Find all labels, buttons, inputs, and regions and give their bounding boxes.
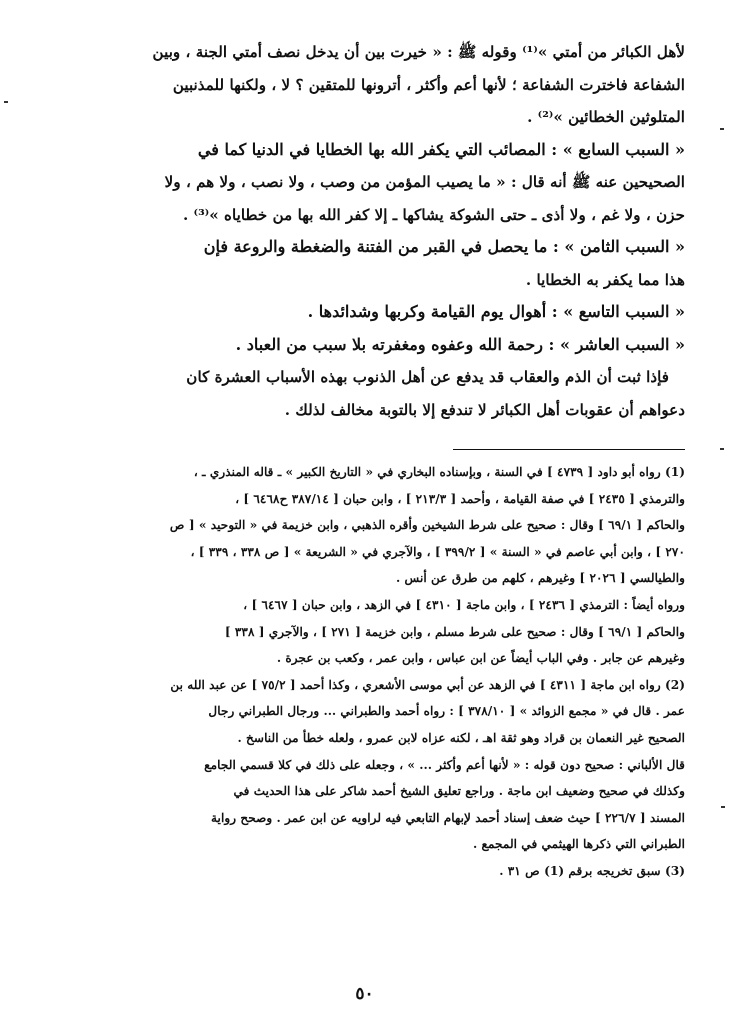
footnote-line: المسند [ ٢٢٦/٧ ] حيث ضعف إسناد أحمد لإبهام التابعي فيه لراويه عن ابن عمر . وصحح رواية (211, 810, 685, 825)
margin-mark (4, 101, 8, 103)
main-line: حزن ، ولا غم ، ولا أذى ـ حتى الشوكة يشاكها ـ إلا كفر الله بها من خطاياه »⁽³⁾ . (182, 205, 685, 224)
footnote-line: (3) سبق تخريجه برقم (1) ص ٣١ . (499, 863, 685, 878)
footnote-line: (1) رواه أبو داود [ ٤٧٣٩ ] في السنة ، وبإسناده البخاري في « التاريخ الكبير » ـ قاله المنذري ـ ، (193, 465, 685, 479)
margin-mark (721, 806, 725, 808)
main-line: فإذا ثبت أن الذم والعقاب قد يدفع عن أهل الذنوب بهذه الأسباب العشرة كان (186, 368, 669, 386)
footnote-line: عمر . قال في « مجمع الزوائد » [ ٣٧٨/١٠ ] : رواه أحمد والطبراني ... ورجال الطبراني رجال (208, 704, 685, 719)
footnote-line: ٢٧٠ ] ، وابن أبي عاصم في « السنة » [ ٣٩٩/٢ ] ، والآجري في « الشريعة » [ ص ٣٣٨ ، ٣٣٩ ] ، (190, 544, 685, 559)
main-line: المتلوثين الخطائين »⁽²⁾ . (527, 108, 685, 126)
footnote-line: والحاكم [ ٦٩/١ ] وقال : صحيح على شرط مسلم ، وابن خزيمة [ ٢٧١ ] ، والآجري [ ٣٣٨ ] (224, 624, 685, 639)
cause-nine-line: « السبب التاسع » : أهوال يوم القيامة وكربها وشدائدها . (307, 302, 685, 321)
page-content (42, 36, 685, 1036)
cause-ten-line: « السبب العاشر » : رحمة الله وعفوه ومغفرته بلا سبب من العباد . (235, 334, 685, 354)
main-line: الصحيحين عنه ﷺ أنه قال : « ما يصيب المؤمن من وصب ، ولا نصب ، ولا هم ، ولا (164, 173, 685, 191)
footnote-line: قال الألباني : صحيح دون قوله : « لأنها أعم وأكثر ... » ، وجعله على ذلك في كلا قسمي الجامع (204, 757, 685, 772)
footnote-line: وغيرهم عن جابر . وفي الباب أيضاً عن ابن عباس ، وابن عمر ، وكعب بن عجرة . (276, 651, 685, 666)
footnote-line: الصحيح غير النعمان بن قراد وهو ثقة اهـ ، لكنه عزاه لابن عمرو ، ولعله خطأ من الناسخ . (237, 730, 685, 745)
main-text (42, 36, 685, 426)
footnote-line: الطبراني التي ذكرها الهيثمي في المجمع . (473, 837, 685, 852)
main-line: الشفاعة فاخترت الشفاعة ؛ لأنها أعم وأكثر ، أترونها للمتقين ؟ لا ، ولكنها للمذنبين (172, 75, 685, 94)
footnote-separator (453, 449, 685, 450)
footnote-line: والحاكم [ ٦٩/١ ] وقال : صحيح على شرط الشيخين وأقره الذهبي ، وابن خزيمة في « التوحيد » [ ص (169, 518, 685, 533)
cause-seven-line: « السبب السابع » : المصائب التي يكفر الله بها الخطايا في الدنيا كما في (197, 139, 685, 159)
footnote-line: (2) رواه ابن ماجة [ ٤٣١١ ] في الزهد عن أبي موسى الأشعري ، وكذا أحمد [ ٧٥/٢ ] عن عبد الله بن (170, 677, 685, 692)
footnote-line: ورواه أيضاً : الترمذي [ ٢٤٣٦ ] ، وابن ماجة [ ٤٣١٠ ] في الزهد ، وابن حبان [ ٦٤٦٧ ] ، (243, 597, 685, 612)
margin-mark (720, 448, 724, 450)
page-number: ٥٠ (355, 984, 374, 1004)
margin-mark (720, 128, 724, 130)
footnote-line: وكذلك في صحيح وضعيف ابن ماجة . وراجع تعليق الشيخ أحمد شاكر على هذا الحديث في (233, 784, 685, 799)
main-line: لأهل الكبائر من أمتي »⁽¹⁾ وقوله ﷺ : « خيرت بين أن يدخل نصف أمتي الجنة ، وبين (152, 43, 685, 61)
main-line: دعواهم أن عقوبات أهل الكبائر لا تندفع إلا بالتوبة مخالف لذلك . (284, 400, 685, 419)
footnote-line: والترمذي [ ٢٤٣٥ ] في صفة القيامة ، وأحمد [ ٢١٣/٣ ] ، وابن حبان [ ٣٨٧/١٤ ح٦٤٦٨ ] ، (235, 491, 685, 506)
cause-eight-line: « السبب الثامن » : ما يحصل في القبر من الفتنة والضغطة والروعة فإن (203, 237, 685, 256)
footnotes (42, 459, 685, 885)
main-line: هذا مما يكفر به الخطايا . (525, 270, 685, 289)
footnote-line: والطيالسي [ ٢٠٢٦ ] وغيرهم ، كلهم من طرق عن أنس . (395, 571, 685, 586)
